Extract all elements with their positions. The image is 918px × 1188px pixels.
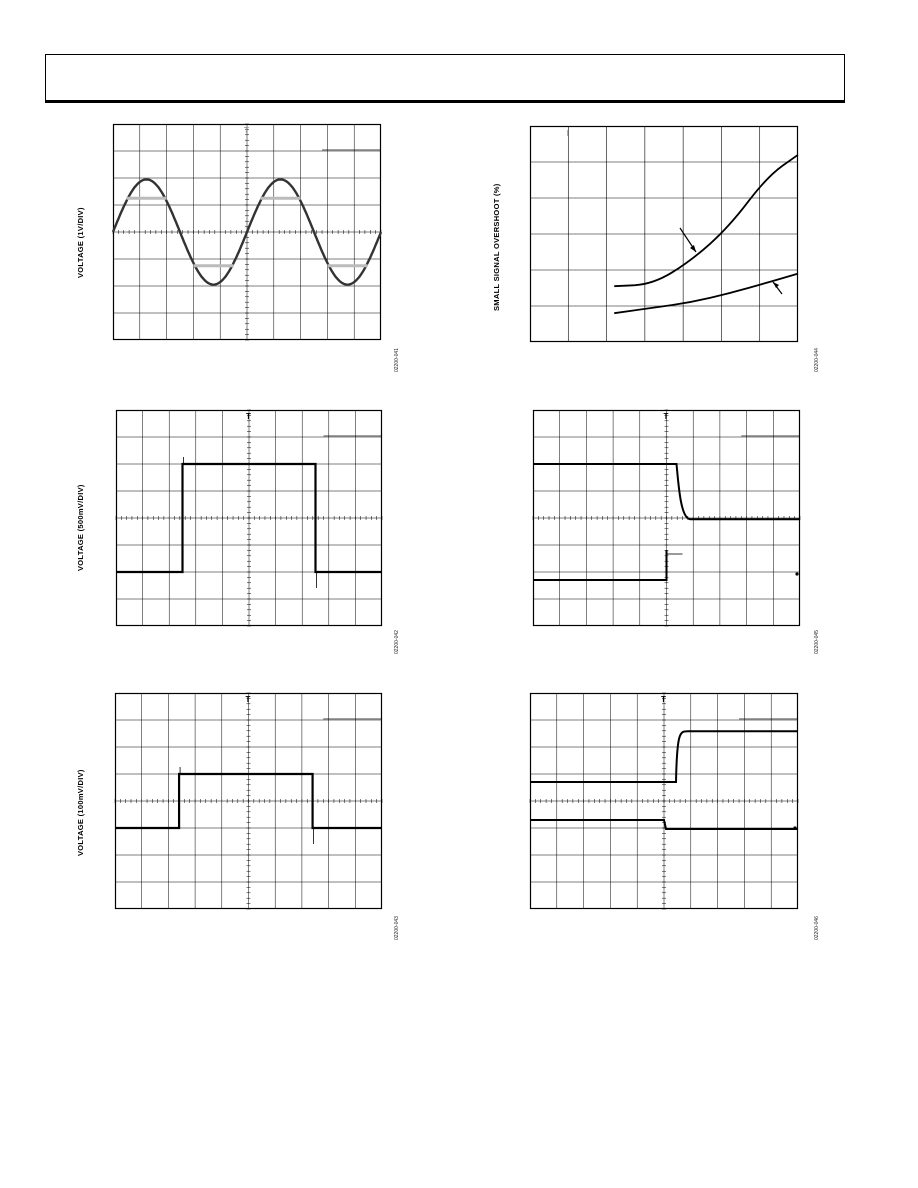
trigger-marker: T [244, 126, 249, 135]
trigger-marker: T [663, 412, 669, 421]
figure-code-sine: 02200-041 [394, 348, 400, 372]
figure-code-pulse-large: 02200-042 [394, 630, 400, 654]
plot-pulse-small [115, 693, 382, 909]
chart-overshoot [530, 126, 798, 342]
chart-step-up [530, 693, 798, 909]
page-header-box [45, 54, 845, 103]
plot-step-down [533, 410, 800, 626]
trigger-marker: T [246, 412, 251, 421]
chart-step-down [533, 410, 800, 626]
plot-sine-response [113, 124, 381, 340]
plot-overshoot [530, 126, 798, 342]
ylabel-sine: VOLTAGE (1V/DIV) [76, 207, 85, 278]
figure-code-step-up: 02200-046 [814, 916, 820, 940]
chart-sine [113, 124, 381, 340]
figure-code-overshoot: 02200-044 [814, 348, 820, 372]
ground-marker [793, 826, 796, 829]
plot-pulse-large [116, 410, 382, 626]
arrowhead-lower [773, 282, 779, 288]
figure-code-pulse-small: 02200-043 [394, 916, 400, 940]
figure-code-step-down: 02200-045 [814, 630, 820, 654]
series-overshoot-0 [614, 155, 798, 286]
plot-step-up [530, 693, 798, 909]
ground-marker [795, 572, 798, 575]
ylabel-pulse-small: VOLTAGE (100mV/DIV) [76, 769, 85, 856]
ylabel-overshoot: SMALL SIGNAL OVERSHOOT (%) [492, 183, 501, 311]
trigger-marker: T [661, 695, 666, 704]
chart-pulse-large [116, 410, 382, 626]
arrowhead-upper [690, 245, 696, 252]
ylabel-pulse-large: VOLTAGE (500mV/DIV) [76, 484, 85, 571]
series-step-input [533, 550, 667, 580]
series-overshoot-1 [614, 274, 798, 314]
trigger-marker: T [245, 695, 251, 704]
chart-pulse-small [115, 693, 382, 909]
